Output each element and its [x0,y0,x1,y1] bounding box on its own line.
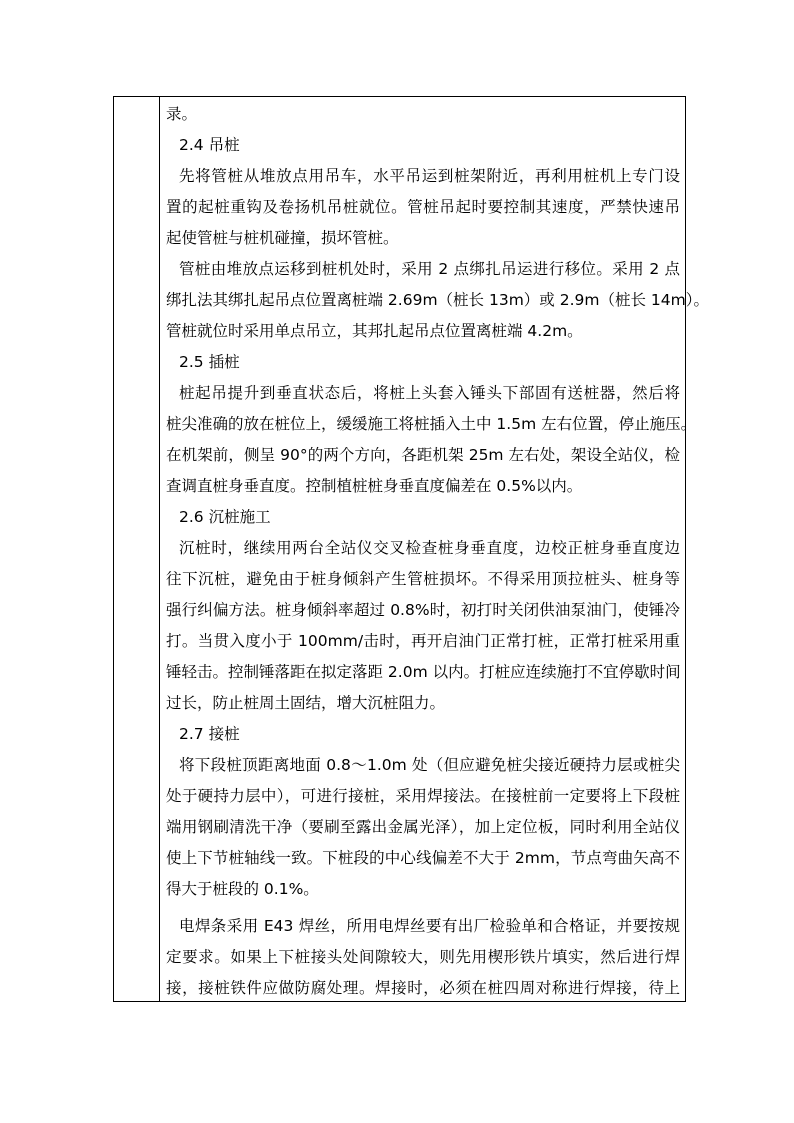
column-divider [159,97,160,1001]
text-line: 管桩就位时采用单点吊立，其邦扎起吊点位置离桩端 4.2m。 [166,322,583,340]
text-line: 得大于桩段的 0.1%。 [166,880,319,898]
paragraph-first-line: 管桩由堆放点运移到桩机处时，采用 2 点绑扎吊运进行移位。采用 2 点 [179,260,680,278]
text-line: 起使管桩与桩机碰撞，损坏管桩。 [166,229,399,247]
text-line: 绑扎法其绑扎起吊点位置离桩端 2.69m（桩长 13m）或 2.9m（桩长 14m）。 [166,291,709,309]
section-heading: 2.4 吊桩 [179,136,240,154]
paragraph-first-line: 先将管桩从堆放点用吊车，水平吊运到桩架附近，再利用桩机上专门设 [179,167,680,185]
text-line: 录。 [166,105,198,123]
text-line: 置的起桩重钩及卷扬机吊桩就位。管桩吊起时要控制其速度，严禁快速吊 [166,198,680,216]
text-line: 在机架前，侧呈 90°的两个方向，各距机架 25m 左右处，架设全站仪，检 [166,446,680,464]
paragraph-first-line: 将下段桩顶距离地面 0.8～1.0m 处（但应避免桩尖接近硬持力层或桩尖 [179,756,680,774]
text-line: 锤轻击。控制锤落距在拟定落距 2.0m 以内。打桩应连续施打不宜停歇时间 [166,663,681,681]
text-line: 定要求。如果上下桩接头处间隙较大，则先用楔形铁片填实，然后进行焊 [166,948,680,966]
text-line: 使上下节桩轴线一致。下桩段的中心线偏差不大于 2mm，节点弯曲矢高不 [166,849,680,867]
text-line: 打。当贯入度小于 100mm/击时，再开启油门正常打桩，正常打桩采用重 [166,632,680,650]
text-line: 往下沉桩，避免由于桩身倾斜产生管桩损坏。不得采用顶拉桩头、桩身等 [166,570,680,588]
text-line: 强行纠偏方法。桩身倾斜率超过 0.8%时，初打时关闭供油泵油门，使锤冷 [166,601,680,619]
section-heading: 2.7 接桩 [179,725,240,743]
text-line: 端用钢刷清洗干净（要刷至露出金属光泽），加上定位板，同时利用全站仪 [166,818,680,836]
section-heading: 2.5 插桩 [179,353,240,371]
text-line: 接，接桩铁件应做防腐处理。焊接时，必须在桩四周对称进行焊接，待上 [166,979,680,997]
paragraph-first-line: 桩起吊提升到垂直状态后，将桩上头套入锤头下部固有送桩器，然后将 [179,384,680,402]
text-line: 过长，防止桩周土固结，增大沉桩阻力。 [166,694,446,712]
section-heading: 2.6 沉桩施工 [179,508,271,526]
paragraph-first-line: 电焊条采用 E43 焊丝，所用电焊丝要有出厂检验单和合格证，并要按规 [179,917,680,935]
text-line: 查调直桩身垂直度。控制植桩桩身垂直度偏差在 0.5%以内。 [166,477,583,495]
paragraph-first-line: 沉桩时，继续用两台全站仪交叉检查桩身垂直度，边校正桩身垂直度边 [179,539,680,557]
text-line: 桩尖准确的放在桩位上，缓缓施工将桩插入土中 1.5m 左右位置，停止施压。 [166,415,697,433]
document-table [113,96,709,1002]
text-line: 处于硬持力层中），可进行接桩，采用焊接法。在接桩前一定要将上下段桩 [166,787,680,805]
